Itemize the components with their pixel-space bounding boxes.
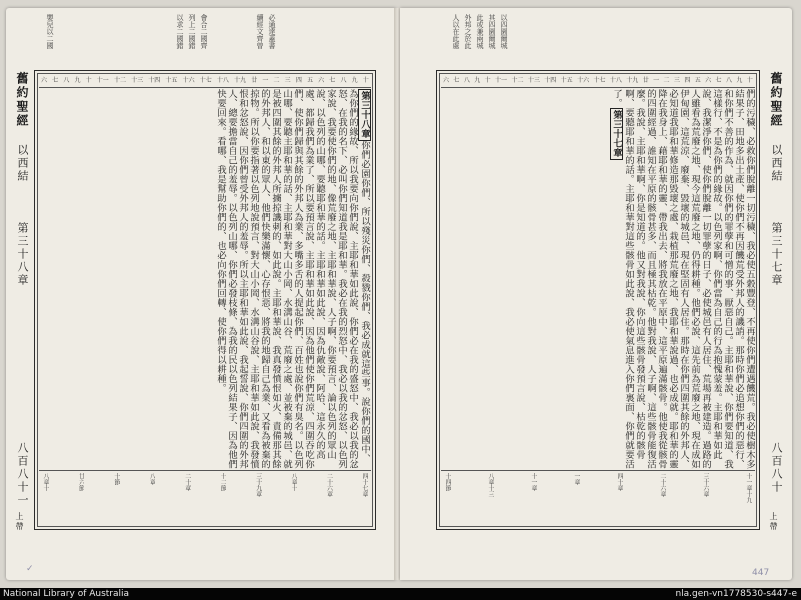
line-number: 六 — [705, 77, 712, 84]
margin-note: 以四園爾城 — [500, 14, 508, 49]
cross-reference: 四十七章 — [360, 473, 368, 497]
book-title: 舊約聖經 — [15, 72, 29, 128]
cross-reference: 八章十三 — [487, 473, 494, 497]
cross-reference: 八章 — [148, 473, 156, 485]
margin-note: 外邦之於此 — [464, 14, 472, 49]
line-number: 七 — [453, 77, 460, 84]
cross-reference: 八章十 — [42, 473, 49, 491]
line-number: 四 — [684, 77, 691, 84]
line-number: 十九 — [234, 77, 247, 84]
line-number: 八 — [725, 77, 732, 84]
line-number: 二 — [663, 77, 670, 84]
library-name: National Library of Australia — [3, 589, 130, 599]
margin-note: 人以在此處 — [452, 14, 460, 49]
chapter-label: 第三十七章 — [611, 110, 622, 158]
line-number: 一 — [653, 77, 660, 84]
chapter-heading: 第三十七章 — [770, 222, 783, 287]
line-number: 八 — [63, 77, 70, 84]
line-number-row — [39, 75, 371, 88]
right-page — [400, 8, 792, 580]
book-title: 舊約聖經 — [769, 72, 783, 128]
line-number: 九 — [351, 77, 358, 84]
line-number: 十一 — [96, 77, 109, 84]
right-page-header — [764, 72, 786, 588]
scripture-text — [39, 89, 371, 471]
margin-note: 會合二國齊 — [200, 14, 208, 49]
cross-reference: 一章 — [573, 473, 580, 485]
pencil-page-number: 447 — [752, 568, 770, 578]
line-number: 二 — [273, 77, 280, 84]
scripture-body: 你們必園你們、所以殘災你們、殺戮你們、我必成就這些事。說你們的國中、為你們的緣故、所以我要向你們說、主耶和華如此說、你們必在我的盛怒中、我必以我的忿怒、在我的名下、必叫你們知道我是耶和華。我必在我的烈怒中、我必以我的忿怒、以色列家說、我要使你們的地、像荒廢之地、主耶和華說、人子啊、你要預言、論以色列的眾山說、以色列的山哪、要聽耶和華的話。主耶和華如此說、因為仇敵說、阿哈、這永久的高處、都歸我們為業了、所以要預言說、主耶和華如此說、因為他們使你們荒涼、四圍吞吃你們、使你們歸與其餘的外邦人為業、多嘴多舌的人提起你們、百姓也說你們有臭名。以色列山哪、要聽主耶和華的話、主耶和華對大山小岡、水溝山谷、荒廢之處、並被棄的城邑、就是被四圍其餘的外邦人所擄掠譏刺的、如此說。主耶和華說、我真發憤恨如火、責備那其餘的外邦人、和以東的眾人、他們快樂滿懷、心存恨惡、將我的地歸自己為業、又看為被棄的掠物。所以你要指著以色列地說預言、對大山小岡、水溝山谷說、主耶和華如此說、我發憤恨和忿怒說、因你們曾受外邦人的羞辱。所以主耶和華如此說、我起誓說、你們四圍的外邦人、總要擔當自己的羞辱。以色列山哪、你們必發枝條、為我的民以色列結果子、因為他們快要回來。看哪、我是幫助你們的、也必向你們回轉、使你們得以耕種。 — [215, 89, 370, 469]
line-number: 六 — [41, 77, 48, 84]
line-number: 廿 — [642, 77, 649, 84]
margin-note: 嬰兒以二國 — [46, 14, 54, 49]
item-identifier: nla.gen-vn1778530-s447-e — [675, 589, 797, 599]
line-number: 十三 — [527, 77, 540, 84]
cross-reference: 八章十 — [290, 473, 298, 491]
line-number: 十四 — [148, 77, 161, 84]
margin-note: 此或兼兩城 — [476, 14, 484, 49]
cross-reference: 三十九章 — [254, 473, 262, 497]
line-number: 十二 — [511, 77, 524, 84]
cross-reference-row — [441, 470, 755, 525]
line-number: 七 — [715, 77, 722, 84]
page-mark: 上帶 — [769, 512, 778, 532]
line-number: 九 — [74, 77, 81, 84]
line-number: 九 — [736, 77, 743, 84]
line-number: 十一 — [495, 77, 508, 84]
cross-reference: 十二節 — [219, 473, 227, 491]
line-number: 十七 — [199, 77, 212, 84]
cross-reference: 二十章 — [183, 473, 191, 491]
cross-reference-row — [39, 470, 371, 525]
line-number: 六 — [443, 77, 450, 84]
right-text-frame — [436, 70, 760, 530]
cross-reference: 十四節 — [444, 473, 451, 491]
left-top-notes-2 — [256, 14, 276, 68]
line-number: 五 — [694, 77, 701, 84]
cross-reference: 廿六節 — [77, 473, 85, 491]
line-number: 八 — [340, 77, 347, 84]
left-page — [6, 8, 396, 580]
page-mark: 上帶 — [15, 512, 24, 532]
page-number: 八百八十 — [770, 442, 783, 494]
left-text-frame — [34, 70, 376, 530]
line-number: 七 — [52, 77, 59, 84]
left-page-header — [10, 72, 32, 588]
line-number: 一 — [262, 77, 269, 84]
book-name: 以西結 — [16, 144, 29, 183]
line-number: 十七 — [593, 77, 606, 84]
line-number: 十 — [484, 77, 491, 84]
line-number: 七 — [329, 77, 336, 84]
line-number-row — [441, 75, 755, 88]
cross-reference: 二十六章 — [659, 473, 666, 497]
line-number: 五 — [306, 77, 313, 84]
margin-note: 續經文齊曾 — [256, 14, 264, 49]
left-top-notes-3 — [46, 14, 54, 68]
book-name: 以西結 — [770, 144, 783, 183]
line-number: 廿 — [251, 77, 258, 84]
right-top-notes — [452, 14, 508, 68]
left-top-notes — [176, 14, 208, 68]
line-number: 十五 — [165, 77, 178, 84]
cross-reference: 十節 — [112, 473, 120, 485]
line-number: 十八 — [216, 77, 229, 84]
line-number: 三 — [673, 77, 680, 84]
margin-note: 列上二國錯 — [188, 14, 196, 49]
line-number: 十五 — [560, 77, 573, 84]
chapter-heading: 第三十八章 — [16, 222, 29, 287]
line-number: 十 — [746, 77, 753, 84]
scripture-body-part: 們的污穢、必救你們脫離一切污穢、我必使五穀豐登、不再使你們遭遇饑荒。我必使樹木多結果子、田地多出土產、使你們不再因饑荒受外邦人的譏誚。那時你們必追想你們的惡行、和你們不善的作為、就因你們的罪孽和可憎的事、厭惡自己。主耶和華說、你們要知道、我這樣行、不是為你們的緣故。以色列家啊、你們當為自己的行為抱愧蒙羞。主耶和華如此說、我潔淨你們、使你們脫離一切罪孽的日子、必使城邑有人居住、荒場再被建造。過路的人雖看為荒廢之地、現今這荒廢之地、仍得耕種。他們必說、這先前為荒廢之地、現在成如伊甸園、這荒涼、廢棄、毀壞的城邑、現在堅固有人居住。那時在你們四圍其餘的外邦人、必知道我耶和華修造那毀壞之處、栽植那荒廢之地、我耶和華說過、也必成就。耶和華的靈降在我身上、藉耶和華的靈、帶我出去、將我放在平原中、這平原遍滿骸骨。他使我從骸骨的四圍經過、誰知在平原的骸骨甚多、而且極其枯乾。他對我說、人子啊、這些骸骨能復活麼。我說、主耶和華啊、你是知道的。他又對我說、你向這些骸骨發預言說、枯乾的骸骨啊、要聽耶和華的話。主耶和華對這些骸骨如此說、我必使氣息進入你們裏面、你們就要活了。 — [611, 89, 755, 469]
line-number: 十四 — [544, 77, 557, 84]
cross-reference: 十一章十九 — [745, 473, 752, 503]
cross-reference: 十一章 — [530, 473, 537, 491]
line-number: 十 — [85, 77, 92, 84]
line-number: 九 — [474, 77, 481, 84]
line-number: 八 — [463, 77, 470, 84]
margin-note: 必通達蓋書 — [268, 14, 276, 49]
cross-reference: 二十六章 — [325, 473, 333, 497]
line-number: 十三 — [131, 77, 144, 84]
line-number: 四 — [295, 77, 302, 84]
line-number: 十 — [362, 77, 369, 84]
chapter-label: 第三十八章 — [359, 91, 370, 139]
cross-reference: 三十六章 — [702, 473, 709, 497]
line-number: 十六 — [577, 77, 590, 84]
page-number: 八百八十一 — [16, 442, 29, 507]
margin-note: 以求二國錯 — [176, 14, 184, 49]
line-number: 十二 — [113, 77, 126, 84]
line-number: 十八 — [609, 77, 622, 84]
line-number: 十六 — [182, 77, 195, 84]
margin-note: 其四園爾城 — [488, 14, 496, 49]
pencil-mark: ✓ — [26, 564, 34, 574]
scripture-text — [441, 89, 755, 471]
line-number: 六 — [318, 77, 325, 84]
line-number: 三 — [284, 77, 291, 84]
attribution-bar — [0, 588, 801, 600]
cross-reference: 四十章 — [616, 473, 623, 491]
line-number: 十九 — [626, 77, 639, 84]
